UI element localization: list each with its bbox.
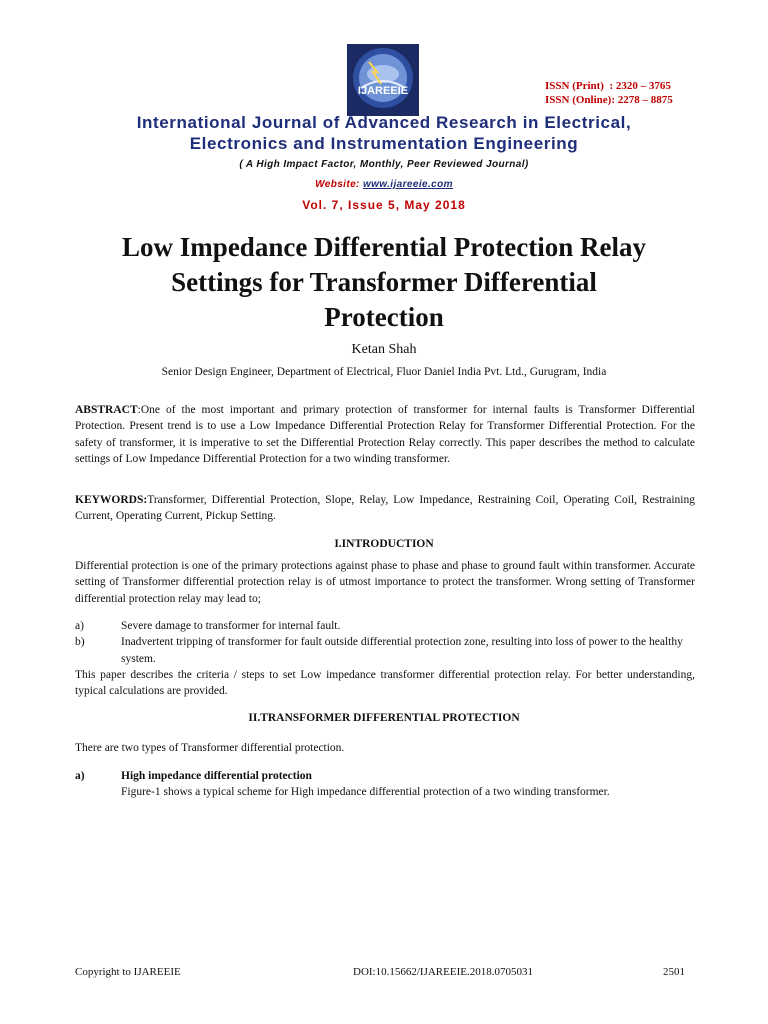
journal-volume: Vol. 7, Issue 5, May 2018 <box>302 198 466 212</box>
list-marker: a) <box>75 620 84 632</box>
journal-title-line1: International Journal of Advanced Research in Electrical, <box>136 113 632 132</box>
subsection-marker: a) <box>75 770 85 782</box>
website-label: Website: <box>315 179 363 190</box>
scope-paragraph: This paper describes the criteria / steps to set Low impedance transformer differential protection relay. For better understanding, typical calculations are provided. <box>75 669 695 698</box>
logo-text: IJAREEIE <box>357 85 409 97</box>
author-affiliation: Senior Design Engineer, Department of Electrical, Fluor Daniel India Pvt. Ltd., Gurugram, India <box>161 366 607 378</box>
issn-print: ISSN (Print) : 2320 – 3765 <box>545 80 671 92</box>
abstract <box>75 402 695 467</box>
website-link[interactable]: www.ijareeie.com <box>362 179 453 190</box>
paper-title <box>60 230 708 335</box>
keywords-label: KEYWORDS: <box>75 494 148 506</box>
abstract-text: :One of the most important and primary protection of transformer for internal faults is Transformer Differential Protection. Present trend is to use a Low Impedance Differential Protection Relay for Transformer Differential Protection. For the safety of transformer, it is imperative to set the Differential Protection Relay correctly. This paper describes the method to calculate settings of Low Impedance Differential Protection for a two winding transformer. <box>75 404 695 465</box>
list-item <box>75 634 695 667</box>
subsection-high-impedance <box>75 768 695 801</box>
issn-online: ISSN (Online): 2278 – 8875 <box>545 94 673 106</box>
author-name: Ketan Shah <box>351 342 417 357</box>
title-line: Protection <box>324 302 444 332</box>
intro-paragraph: Differential protection is one of the primary protections against phase to phase and phase to ground fault within transformer. Accurate setting of Transformer differential protection relay is of utmost importance to protect the transformer. Wrong setting of Transformer differential protection relay may lead to; <box>75 560 695 605</box>
footer-doi: DOI:10.15662/IJAREEIE.2018.0705031 <box>353 966 533 978</box>
list-marker: b) <box>75 636 85 649</box>
keywords-text: Transformer, Differential Protection, Slope, Relay, Low Impedance, Restraining Coil, Operating Coil, Restraining Current, Operating Current, Pickup Setting. <box>75 494 695 523</box>
section-heading-differential: II.TRANSFORMER DIFFERENTIAL PROTECTION <box>248 712 520 724</box>
list-text: Inadvertent tripping of transformer for fault outside differential protection zone, resulting into loss of power to the healthy system. <box>121 636 683 665</box>
list-item <box>75 618 695 634</box>
title-line: Settings for Transformer Differential <box>171 267 597 297</box>
section-heading-introduction: I.INTRODUCTION <box>334 538 434 550</box>
journal-logo <box>347 44 419 116</box>
journal-website <box>0 179 768 190</box>
footer-copyright: Copyright to IJAREEIE <box>75 966 181 978</box>
keywords <box>75 492 695 525</box>
types-paragraph: There are two types of Transformer differential protection. <box>75 742 345 754</box>
issn-block <box>545 79 673 107</box>
journal-title-line2: Electronics and Instrumentation Engineering <box>189 134 579 153</box>
title-line: Low Impedance Differential Protection Relay <box>122 232 646 262</box>
list-text: Severe damage to transformer for internal fault. <box>121 620 341 632</box>
abstract-label: ABSTRACT <box>75 404 138 416</box>
footer-page-number: 2501 <box>663 966 685 978</box>
consequence-list <box>75 618 695 667</box>
subsection-text: Figure-1 shows a typical scheme for High impedance differential protection of a two winding transformer. <box>121 786 610 799</box>
subsection-heading: High impedance differential protection <box>121 770 312 782</box>
journal-impact: ( A High Impact Factor, Monthly, Peer Reviewed Journal) <box>239 159 529 170</box>
